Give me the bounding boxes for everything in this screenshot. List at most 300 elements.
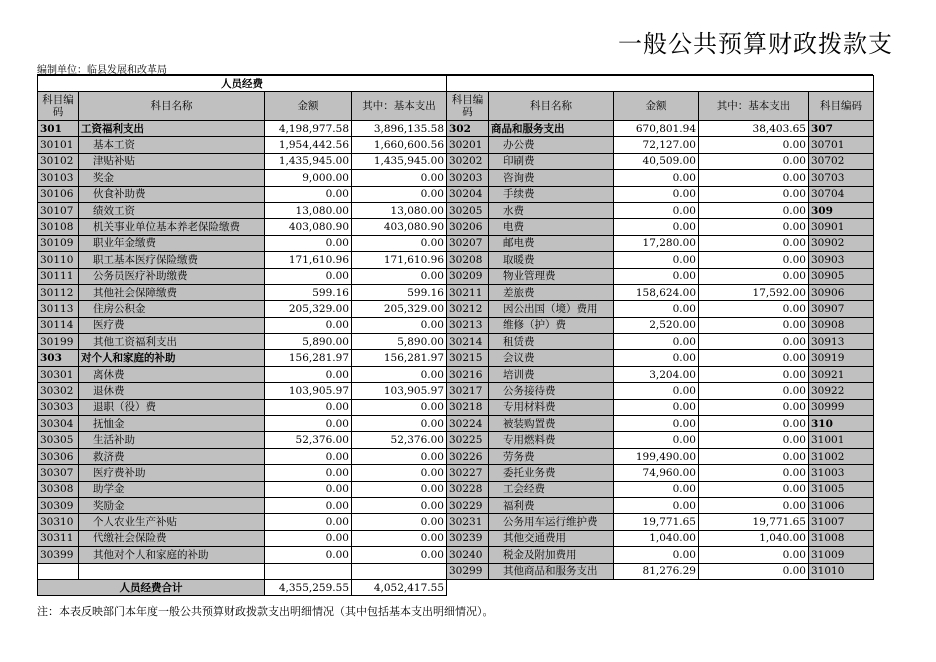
amount-cell: 0.00 [265, 448, 352, 464]
amount-cell: 0.00 [614, 399, 699, 415]
code-cell: 30204 [447, 186, 489, 202]
amount-cell: 74,960.00 [614, 465, 699, 481]
code-cell: 30907 [809, 301, 874, 317]
name-cell: 专用材料费 [489, 399, 614, 415]
table-row [38, 563, 874, 579]
budget-table [37, 75, 874, 596]
table-row [38, 219, 874, 235]
basic-cell: 0.00 [699, 219, 809, 235]
basic-cell: 0.00 [352, 268, 447, 284]
table-row [38, 530, 874, 546]
basic-cell: 0.00 [699, 366, 809, 382]
code-cell: 30215 [447, 350, 489, 366]
basic-cell: 0.00 [699, 547, 809, 563]
table-row [38, 301, 874, 317]
name-cell: 水费 [489, 202, 614, 218]
code-cell: 30106 [38, 186, 79, 202]
code-cell: 31009 [809, 547, 874, 563]
name-cell: 住房公积金 [79, 301, 265, 317]
name-cell: 工资福利支出 [79, 121, 265, 137]
basic-cell [352, 563, 447, 579]
code-cell: 30203 [447, 170, 489, 186]
amount-cell: 1,435,945.00 [265, 153, 352, 169]
total-basic: 4,052,417.55 [352, 579, 447, 595]
name-cell: 税金及附加费用 [489, 547, 614, 563]
name-cell: 医疗费补助 [79, 465, 265, 481]
amount-cell: 158,624.00 [614, 284, 699, 300]
name-cell: 个人农业生产补贴 [79, 514, 265, 530]
name-cell: 被装购置费 [489, 416, 614, 432]
code-cell: 31003 [809, 465, 874, 481]
amount-cell: 0.00 [614, 383, 699, 399]
amount-cell: 5,890.00 [265, 334, 352, 350]
amount-cell: 0.00 [614, 334, 699, 350]
amount-cell: 205,329.00 [265, 301, 352, 317]
basic-cell: 0.00 [352, 416, 447, 432]
total-label: 人员经费合计 [38, 579, 265, 595]
basic-cell: 0.00 [352, 170, 447, 186]
basic-cell: 0.00 [699, 317, 809, 333]
code-cell: 30901 [809, 219, 874, 235]
code-cell: 31006 [809, 497, 874, 513]
header-code-3: 科目编码 [809, 92, 874, 121]
amount-cell: 0.00 [614, 350, 699, 366]
amount-cell: 13,080.00 [265, 202, 352, 218]
amount-cell: 0.00 [265, 465, 352, 481]
basic-cell: 0.00 [352, 366, 447, 382]
band-blank [447, 76, 874, 92]
code-cell: 30309 [38, 497, 79, 513]
name-cell: 抚恤金 [79, 416, 265, 432]
code-cell: 30217 [447, 383, 489, 399]
code-cell: 303 [38, 350, 79, 366]
amount-cell: 403,080.90 [265, 219, 352, 235]
name-cell: 维修（护）费 [489, 317, 614, 333]
code-cell: 30305 [38, 432, 79, 448]
table-row [38, 268, 874, 284]
total-blank [447, 579, 874, 595]
table-row [38, 334, 874, 350]
name-cell: 公务接待费 [489, 383, 614, 399]
amount-cell: 0.00 [614, 186, 699, 202]
report-title: 一般公共预算财政拨款支 [618, 30, 893, 58]
amount-cell: 0.00 [265, 366, 352, 382]
code-cell: 30922 [809, 383, 874, 399]
amount-cell: 171,610.96 [265, 252, 352, 268]
code-cell: 30199 [38, 334, 79, 350]
code-cell: 31002 [809, 448, 874, 464]
code-cell: 30999 [809, 399, 874, 415]
name-cell: 机关事业单位基本养老保险缴费 [79, 219, 265, 235]
code-cell: 30202 [447, 153, 489, 169]
header-name: 科目名称 [79, 92, 265, 121]
amount-cell: 0.00 [265, 530, 352, 546]
name-cell: 生活补助 [79, 432, 265, 448]
basic-cell: 0.00 [699, 153, 809, 169]
table-row [38, 432, 874, 448]
basic-cell: 0.00 [352, 547, 447, 563]
code-cell: 30308 [38, 481, 79, 497]
code-cell: 30212 [447, 301, 489, 317]
name-cell: 助学金 [79, 481, 265, 497]
code-cell: 301 [38, 121, 79, 137]
basic-cell: 0.00 [699, 416, 809, 432]
code-cell: 30211 [447, 284, 489, 300]
name-cell: 培训费 [489, 366, 614, 382]
amount-cell: 0.00 [614, 170, 699, 186]
basic-cell: 1,435,945.00 [352, 153, 447, 169]
name-cell: 手续费 [489, 186, 614, 202]
basic-cell: 0.00 [699, 399, 809, 415]
amount-cell: 0.00 [265, 497, 352, 513]
code-cell: 30209 [447, 268, 489, 284]
code-cell: 30905 [809, 268, 874, 284]
amount-cell: 0.00 [614, 416, 699, 432]
code-cell: 30205 [447, 202, 489, 218]
name-cell: 离休费 [79, 366, 265, 382]
table-row [38, 514, 874, 530]
code-cell: 309 [809, 202, 874, 218]
table-row [38, 366, 874, 382]
name-cell: 医疗费 [79, 317, 265, 333]
code-cell: 31001 [809, 432, 874, 448]
amount-cell: 0.00 [614, 547, 699, 563]
code-cell: 30101 [38, 137, 79, 153]
name-cell: 办公费 [489, 137, 614, 153]
code-cell: 302 [447, 121, 489, 137]
table-row [38, 317, 874, 333]
basic-cell: 13,080.00 [352, 202, 447, 218]
basic-cell: 0.00 [699, 334, 809, 350]
code-cell: 30214 [447, 334, 489, 350]
table-row [38, 235, 874, 251]
amount-cell: 0.00 [265, 514, 352, 530]
name-cell: 职业年金缴费 [79, 235, 265, 251]
table-row [38, 186, 874, 202]
code-cell: 30103 [38, 170, 79, 186]
name-cell: 电费 [489, 219, 614, 235]
name-cell: 退职（役）费 [79, 399, 265, 415]
amount-cell: 1,954,442.56 [265, 137, 352, 153]
amount-cell [265, 563, 352, 579]
table-row [38, 497, 874, 513]
basic-cell: 0.00 [699, 350, 809, 366]
code-cell: 30306 [38, 448, 79, 464]
code-cell: 31007 [809, 514, 874, 530]
code-cell: 31010 [809, 563, 874, 579]
name-cell: 奖励金 [79, 497, 265, 513]
amount-cell: 4,198,977.58 [265, 121, 352, 137]
name-cell: 伙食补助费 [79, 186, 265, 202]
basic-cell: 0.00 [699, 170, 809, 186]
header-basic: 其中：基本支出 [352, 92, 447, 121]
code-cell: 30218 [447, 399, 489, 415]
basic-cell: 52,376.00 [352, 432, 447, 448]
code-cell: 30913 [809, 334, 874, 350]
basic-cell: 0.00 [699, 563, 809, 579]
amount-cell: 0.00 [614, 497, 699, 513]
table-row [38, 416, 874, 432]
header-name-2: 科目名称 [489, 92, 614, 121]
code-cell: 30207 [447, 235, 489, 251]
basic-cell: 403,080.90 [352, 219, 447, 235]
basic-cell: 1,040.00 [699, 530, 809, 546]
basic-cell: 38,403.65 [699, 121, 809, 137]
basic-cell: 0.00 [699, 301, 809, 317]
basic-cell: 1,660,600.56 [352, 137, 447, 153]
amount-cell: 81,276.29 [614, 563, 699, 579]
basic-cell: 171,610.96 [352, 252, 447, 268]
name-cell: 商品和服务支出 [489, 121, 614, 137]
basic-cell: 0.00 [352, 317, 447, 333]
name-cell: 津贴补贴 [79, 153, 265, 169]
code-cell: 30109 [38, 235, 79, 251]
code-cell: 30311 [38, 530, 79, 546]
basic-cell: 0.00 [699, 186, 809, 202]
code-cell: 30229 [447, 497, 489, 513]
amount-cell: 0.00 [265, 481, 352, 497]
code-cell: 30301 [38, 366, 79, 382]
name-cell: 取暖费 [489, 252, 614, 268]
basic-cell: 0.00 [352, 514, 447, 530]
amount-cell: 0.00 [265, 416, 352, 432]
basic-cell: 0.00 [699, 432, 809, 448]
basic-cell: 19,771.65 [699, 514, 809, 530]
name-cell: 专用燃料费 [489, 432, 614, 448]
basic-cell: 3,896,135.58 [352, 121, 447, 137]
code-cell: 307 [809, 121, 874, 137]
basic-cell: 0.00 [699, 383, 809, 399]
name-cell: 代缴社会保险费 [79, 530, 265, 546]
basic-cell: 0.00 [699, 465, 809, 481]
basic-cell: 0.00 [699, 497, 809, 513]
amount-cell: 0.00 [614, 252, 699, 268]
name-cell: 其他工资福利支出 [79, 334, 265, 350]
code-cell: 30206 [447, 219, 489, 235]
name-cell: 会议费 [489, 350, 614, 366]
basic-cell: 0.00 [699, 137, 809, 153]
code-cell: 30112 [38, 284, 79, 300]
basic-cell: 599.16 [352, 284, 447, 300]
code-cell: 30701 [809, 137, 874, 153]
amount-cell: 0.00 [614, 268, 699, 284]
amount-cell: 9,000.00 [265, 170, 352, 186]
amount-cell: 0.00 [265, 235, 352, 251]
name-cell: 物业管理费 [489, 268, 614, 284]
code-cell: 30703 [809, 170, 874, 186]
table-row [38, 465, 874, 481]
table-row [38, 170, 874, 186]
table-row [38, 547, 874, 563]
code-cell: 30908 [809, 317, 874, 333]
code-cell: 30902 [809, 235, 874, 251]
code-cell: 30226 [447, 448, 489, 464]
name-cell: 对个人和家庭的补助 [79, 350, 265, 366]
table-row [38, 383, 874, 399]
name-cell: 奖金 [79, 170, 265, 186]
basic-cell: 0.00 [352, 448, 447, 464]
header-amount-2: 金额 [614, 92, 699, 121]
name-cell: 其他社会保障缴费 [79, 284, 265, 300]
header-code-2: 科目编码 [447, 92, 489, 121]
name-cell: 差旅费 [489, 284, 614, 300]
footnote: 注：本表反映部门本年度一般公共预算财政拨款支出明细情况（其中包括基本支出明细情况）。 [37, 605, 494, 618]
amount-cell: 670,801.94 [614, 121, 699, 137]
basic-cell: 0.00 [352, 481, 447, 497]
code-cell: 30113 [38, 301, 79, 317]
amount-cell: 52,376.00 [265, 432, 352, 448]
amount-cell: 0.00 [265, 186, 352, 202]
code-cell: 30208 [447, 252, 489, 268]
amount-cell: 0.00 [265, 268, 352, 284]
basic-cell: 0.00 [352, 399, 447, 415]
basic-cell: 0.00 [352, 497, 447, 513]
band-personnel: 人员经费 [38, 76, 447, 92]
table-row [38, 448, 874, 464]
code-cell: 30114 [38, 317, 79, 333]
total-amount: 4,355,259.55 [265, 579, 352, 595]
basic-cell: 0.00 [352, 530, 447, 546]
name-cell: 因公出国（境）费用 [489, 301, 614, 317]
name-cell: 咨询费 [489, 170, 614, 186]
amount-cell: 1,040.00 [614, 530, 699, 546]
amount-cell: 0.00 [614, 219, 699, 235]
name-cell: 退休费 [79, 383, 265, 399]
basic-cell: 0.00 [699, 448, 809, 464]
name-cell: 租赁费 [489, 334, 614, 350]
header-basic-2: 其中：基本支出 [699, 92, 809, 121]
code-cell: 30704 [809, 186, 874, 202]
code-cell: 30303 [38, 399, 79, 415]
table-row [38, 481, 874, 497]
code-cell: 30921 [809, 366, 874, 382]
name-cell: 其他对个人和家庭的补助 [79, 547, 265, 563]
name-cell: 其他交通费用 [489, 530, 614, 546]
amount-cell: 103,905.97 [265, 383, 352, 399]
amount-cell: 0.00 [265, 317, 352, 333]
name-cell: 印刷费 [489, 153, 614, 169]
name-cell: 邮电费 [489, 235, 614, 251]
basic-cell: 0.00 [352, 465, 447, 481]
basic-cell: 0.00 [699, 268, 809, 284]
table-row [38, 350, 874, 366]
amount-cell: 0.00 [614, 301, 699, 317]
code-cell: 30304 [38, 416, 79, 432]
basic-cell: 0.00 [699, 252, 809, 268]
code-cell: 30108 [38, 219, 79, 235]
total-row [38, 579, 874, 595]
table-row [38, 252, 874, 268]
basic-cell: 5,890.00 [352, 334, 447, 350]
code-cell: 30102 [38, 153, 79, 169]
table-row [38, 153, 874, 169]
code-cell: 310 [809, 416, 874, 432]
code-cell: 30107 [38, 202, 79, 218]
basic-cell: 0.00 [699, 235, 809, 251]
code-cell [38, 563, 79, 579]
code-cell: 30240 [447, 547, 489, 563]
name-cell: 公务用车运行维护费 [489, 514, 614, 530]
name-cell: 其他商品和服务支出 [489, 563, 614, 579]
amount-cell: 17,280.00 [614, 235, 699, 251]
code-cell: 30227 [447, 465, 489, 481]
unit-label: 编制单位：临县发展和改革局 [37, 65, 167, 76]
amount-cell: 0.00 [614, 432, 699, 448]
code-cell: 30110 [38, 252, 79, 268]
table-row [38, 121, 874, 137]
basic-cell: 17,592.00 [699, 284, 809, 300]
amount-cell: 0.00 [614, 481, 699, 497]
name-cell: 劳务费 [489, 448, 614, 464]
table-row [38, 284, 874, 300]
code-cell: 30111 [38, 268, 79, 284]
name-cell: 公务员医疗补助缴费 [79, 268, 265, 284]
amount-cell: 156,281.97 [265, 350, 352, 366]
basic-cell: 205,329.00 [352, 301, 447, 317]
name-cell: 工会经费 [489, 481, 614, 497]
code-cell: 30903 [809, 252, 874, 268]
code-cell: 30201 [447, 137, 489, 153]
basic-cell: 0.00 [699, 202, 809, 218]
code-cell: 31005 [809, 481, 874, 497]
amount-cell: 19,771.65 [614, 514, 699, 530]
amount-cell: 599.16 [265, 284, 352, 300]
basic-cell: 156,281.97 [352, 350, 447, 366]
name-cell: 职工基本医疗保险缴费 [79, 252, 265, 268]
header-code: 科目编码 [38, 92, 79, 121]
code-cell: 30231 [447, 514, 489, 530]
name-cell: 委托业务费 [489, 465, 614, 481]
amount-cell: 40,509.00 [614, 153, 699, 169]
amount-cell: 0.00 [265, 547, 352, 563]
amount-cell: 72,127.00 [614, 137, 699, 153]
code-cell: 30216 [447, 366, 489, 382]
name-cell [79, 563, 265, 579]
table-row [38, 137, 874, 153]
code-cell: 30225 [447, 432, 489, 448]
code-cell: 30399 [38, 547, 79, 563]
code-cell: 30302 [38, 383, 79, 399]
table-row [38, 202, 874, 218]
code-cell: 30919 [809, 350, 874, 366]
basic-cell: 0.00 [352, 186, 447, 202]
code-cell: 30239 [447, 530, 489, 546]
amount-cell: 0.00 [265, 399, 352, 415]
code-cell: 30299 [447, 563, 489, 579]
amount-cell: 199,490.00 [614, 448, 699, 464]
code-cell: 30307 [38, 465, 79, 481]
name-cell: 基本工资 [79, 137, 265, 153]
code-cell: 30906 [809, 284, 874, 300]
code-cell: 30224 [447, 416, 489, 432]
code-cell: 31008 [809, 530, 874, 546]
basic-cell: 0.00 [699, 481, 809, 497]
code-cell: 30702 [809, 153, 874, 169]
basic-cell: 103,905.97 [352, 383, 447, 399]
amount-cell: 2,520.00 [614, 317, 699, 333]
name-cell: 救济费 [79, 448, 265, 464]
amount-cell: 3,204.00 [614, 366, 699, 382]
code-cell: 30213 [447, 317, 489, 333]
name-cell: 绩效工资 [79, 202, 265, 218]
code-cell: 30310 [38, 514, 79, 530]
name-cell: 福利费 [489, 497, 614, 513]
code-cell: 30228 [447, 481, 489, 497]
basic-cell: 0.00 [352, 235, 447, 251]
amount-cell: 0.00 [614, 202, 699, 218]
header-amount: 金额 [265, 92, 352, 121]
table-row [38, 399, 874, 415]
